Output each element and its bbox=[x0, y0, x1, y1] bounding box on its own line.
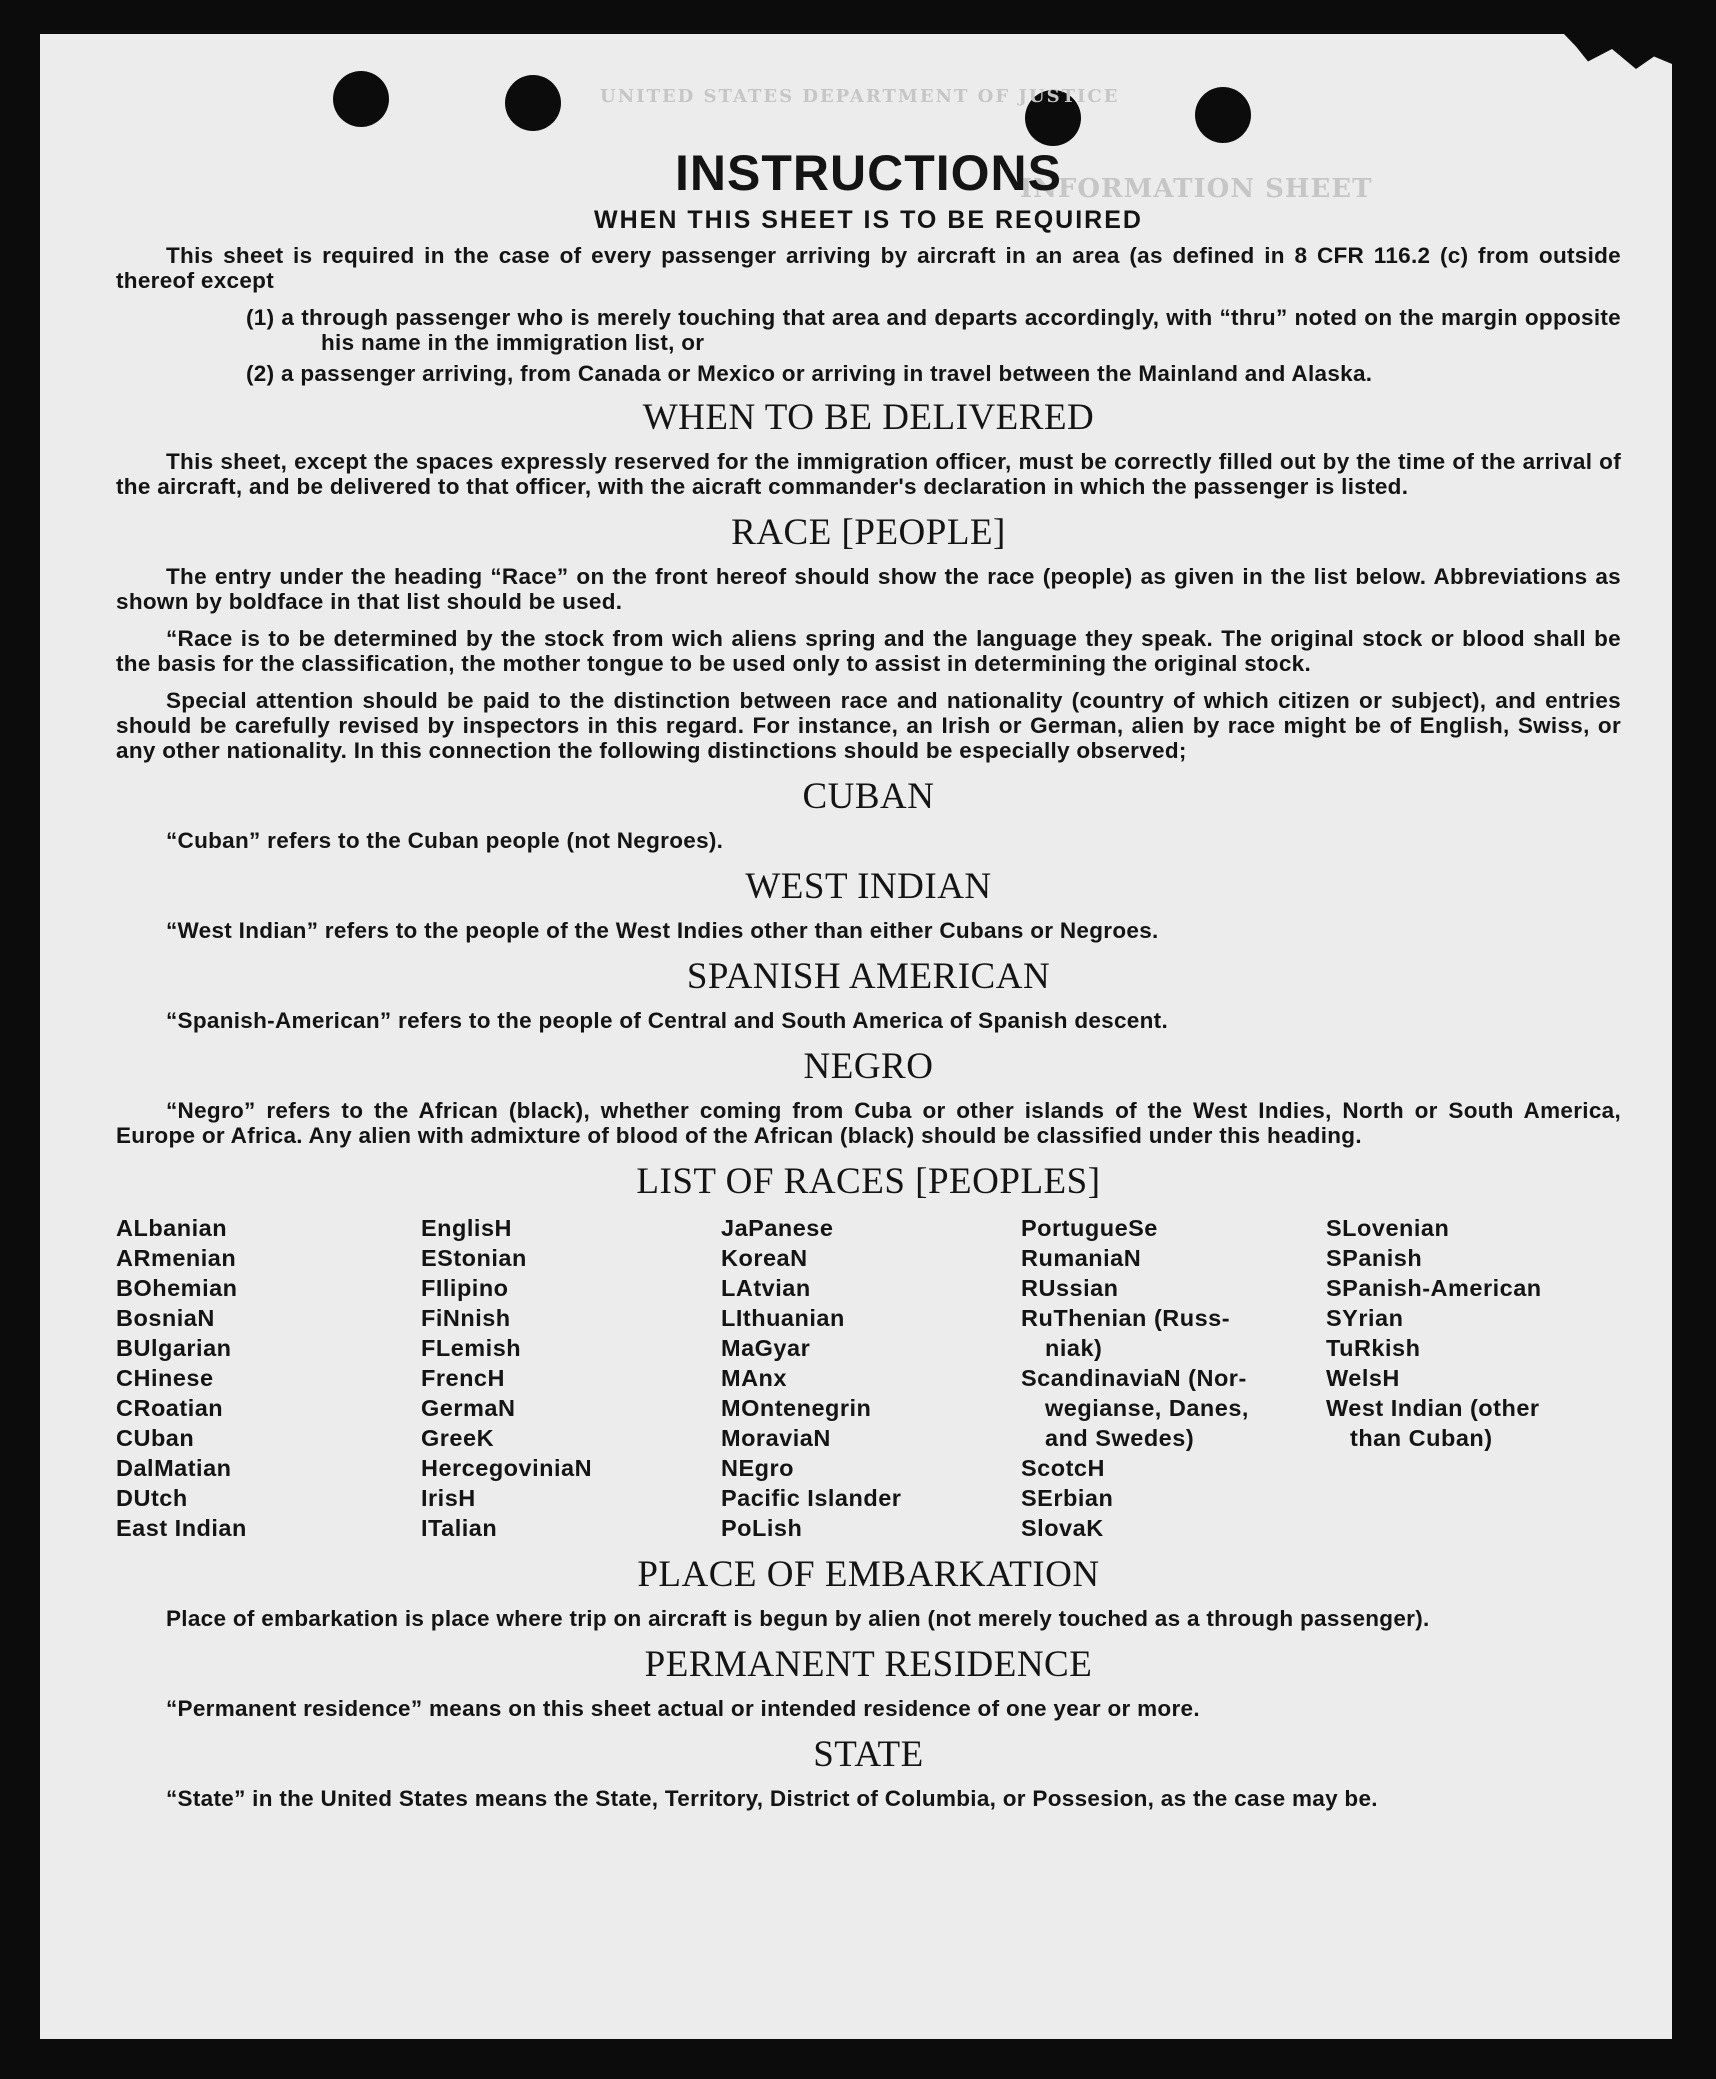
race-entry: BOhemian bbox=[116, 1275, 238, 1301]
section-text: “Permanent residence” means on this sheet actual or intended residence of one year or more. bbox=[166, 1696, 1200, 1721]
punch-hole bbox=[333, 71, 389, 127]
section-text: This sheet, except the spaces expressly reserved for the immigration officer, must be correctly filled out by the time of the arrival of the aircraft, and be delivered to that officer, with the aicraft commander's declaration in which the passenger is listed. bbox=[116, 449, 1621, 499]
bleed-through-text: INFORMATION SHEET bbox=[1020, 174, 1373, 204]
race-entry: West Indian (other bbox=[1326, 1395, 1540, 1421]
race-entry: MOntenegrin bbox=[721, 1395, 872, 1421]
race-entry: FIlipino bbox=[421, 1275, 509, 1301]
race-entry: FLemish bbox=[421, 1335, 522, 1361]
section-text: “Spanish-American” refers to the people of Central and South America of Spanish descent. bbox=[166, 1008, 1169, 1033]
section-heading: PLACE OF EMBARKATION bbox=[637, 1554, 1100, 1595]
race-entry-continued: and Swedes) bbox=[1045, 1425, 1195, 1451]
race-entry: LIthuanian bbox=[721, 1305, 845, 1331]
race-entry: CUban bbox=[116, 1425, 195, 1451]
exception-item: (1) a through passenger who is merely touching that area and departs accordingly, with “thru” noted on the margin opposite his name in the immigration list, or bbox=[246, 305, 1621, 355]
race-column bbox=[116, 1213, 421, 1543]
section-text: “West Indian” refers to the people of the West Indies other than either Cubans or Negroes. bbox=[166, 918, 1159, 943]
race-entry: GreeK bbox=[421, 1425, 495, 1451]
section-text: “Cuban” refers to the Cuban people (not Negroes). bbox=[166, 828, 724, 853]
race-entry: ScandinaviaN (Nor- bbox=[1021, 1365, 1247, 1391]
race-entry: NEgro bbox=[721, 1455, 794, 1481]
race-list bbox=[116, 1213, 1621, 1543]
section-heading: WHEN TO BE DELIVERED bbox=[642, 397, 1095, 438]
race-entry: TuRkish bbox=[1326, 1335, 1421, 1361]
race-entry: LAtvian bbox=[721, 1275, 811, 1301]
exception-item: (2) a passenger arriving, from Canada or Mexico or arriving in travel between the Mainland and Alaska. bbox=[246, 361, 1373, 386]
race-entry: SLovenian bbox=[1326, 1215, 1450, 1241]
race-entry: ITalian bbox=[421, 1515, 498, 1541]
section-heading: CUBAN bbox=[802, 776, 935, 817]
section-heading: RACE [PEOPLE] bbox=[731, 512, 1006, 553]
section-text: Place of embarkation is place where trip on aircraft is begun by alien (not merely touched as a through passenger). bbox=[166, 1606, 1430, 1631]
race-entry: IrisH bbox=[421, 1485, 476, 1511]
race-entry: PortugueSe bbox=[1021, 1215, 1158, 1241]
race-column bbox=[721, 1213, 1021, 1543]
race-entry: FrencH bbox=[421, 1365, 505, 1391]
race-entry: DalMatian bbox=[116, 1455, 232, 1481]
torn-corner bbox=[1552, 34, 1672, 84]
race-entry: FiNnish bbox=[421, 1305, 511, 1331]
race-entry: DUtch bbox=[116, 1485, 188, 1511]
section-text: The entry under the heading “Race” on the front hereof should show the race (people) as given in the list below. Abbreviations as shown by boldface in that list should be used. bbox=[116, 564, 1621, 614]
race-entry: PoLish bbox=[721, 1515, 803, 1541]
race-entry: BUlgarian bbox=[116, 1335, 232, 1361]
race-entry: East Indian bbox=[116, 1515, 247, 1541]
race-entry: HercegoviniaN bbox=[421, 1455, 593, 1481]
section-text: “Race is to be determined by the stock from wich aliens spring and the language they speak. The original stock or blood shall be the basis for the classification, the mother tongue to be used only to assist in determining the original stock. bbox=[116, 626, 1621, 676]
race-entry: MoraviaN bbox=[721, 1425, 831, 1451]
race-entry: SlovaK bbox=[1021, 1515, 1104, 1541]
section-text: Special attention should be paid to the distinction between race and nationality (country of which citizen or subject), and entries should be carefully revised by inspectors in this regard. For instance, an Irish or German, alien by race might be of English, Swiss, or any other nationality. In this connection the following distinctions should be especially observed; bbox=[116, 688, 1621, 763]
race-entry: SYrian bbox=[1326, 1305, 1404, 1331]
punch-hole bbox=[505, 75, 561, 131]
race-entry: SErbian bbox=[1021, 1485, 1114, 1511]
race-entry: GermaN bbox=[421, 1395, 516, 1421]
race-entry: RuThenian (Russ- bbox=[1021, 1305, 1231, 1331]
section-heading: LIST OF RACES [PEOPLES] bbox=[636, 1161, 1101, 1202]
race-column bbox=[1021, 1213, 1326, 1543]
race-entry: RUssian bbox=[1021, 1275, 1119, 1301]
section-heading: PERMANENT RESIDENCE bbox=[644, 1644, 1093, 1685]
document-page bbox=[40, 34, 1672, 2039]
race-entry: MaGyar bbox=[721, 1335, 811, 1361]
document-body bbox=[116, 144, 1621, 1823]
section-heading: SPANISH AMERICAN bbox=[686, 956, 1051, 997]
section-text: “State” in the United States means the State, Territory, District of Columbia, or Possesion, as the case may be. bbox=[166, 1786, 1378, 1811]
race-entry: MAnx bbox=[721, 1365, 787, 1391]
race-entry: EStonian bbox=[421, 1245, 527, 1271]
race-entry: ARmenian bbox=[116, 1245, 237, 1271]
race-entry: ScotcH bbox=[1021, 1455, 1105, 1481]
race-entry-continued: niak) bbox=[1045, 1335, 1103, 1361]
race-entry: RumaniaN bbox=[1021, 1245, 1142, 1271]
section-heading: WEST INDIAN bbox=[745, 866, 992, 907]
race-entry: WelsH bbox=[1326, 1365, 1400, 1391]
race-entry: KoreaN bbox=[721, 1245, 808, 1271]
race-entry: SPanish-American bbox=[1326, 1275, 1542, 1301]
race-entry: ALbanian bbox=[116, 1215, 228, 1241]
race-entry: EnglisH bbox=[421, 1215, 512, 1241]
race-column bbox=[421, 1213, 721, 1543]
page-subtitle: WHEN THIS SHEET IS TO BE REQUIRED bbox=[594, 206, 1143, 234]
punch-hole bbox=[1195, 87, 1251, 143]
bleed-through-text: UNITED STATES DEPARTMENT OF JUSTICE bbox=[600, 86, 1120, 107]
race-entry-continued: than Cuban) bbox=[1350, 1425, 1493, 1451]
race-column bbox=[1326, 1213, 1626, 1543]
intro-paragraph: This sheet is required in the case of every passenger arriving by aircraft in an area (as defined in 8 CFR 116.2 (c) from outside thereof except bbox=[116, 243, 1621, 293]
race-entry: CRoatian bbox=[116, 1395, 224, 1421]
section-heading: NEGRO bbox=[803, 1046, 934, 1087]
section-text: “Negro” refers to the African (black), whether coming from Cuba or other islands of the West Indies, North or South America, Europe or Africa. Any alien with admixture of blood of the African (black) should be classified under this heading. bbox=[116, 1098, 1621, 1148]
race-entry: Pacific Islander bbox=[721, 1485, 902, 1511]
page-title: INSTRUCTIONS bbox=[675, 145, 1062, 201]
race-entry: JaPanese bbox=[721, 1215, 834, 1241]
race-entry: SPanish bbox=[1326, 1245, 1423, 1271]
race-entry: CHinese bbox=[116, 1365, 214, 1391]
race-entry: BosniaN bbox=[116, 1305, 215, 1331]
race-entry-continued: wegianse, Danes, bbox=[1045, 1395, 1249, 1421]
section-heading: STATE bbox=[813, 1734, 924, 1775]
